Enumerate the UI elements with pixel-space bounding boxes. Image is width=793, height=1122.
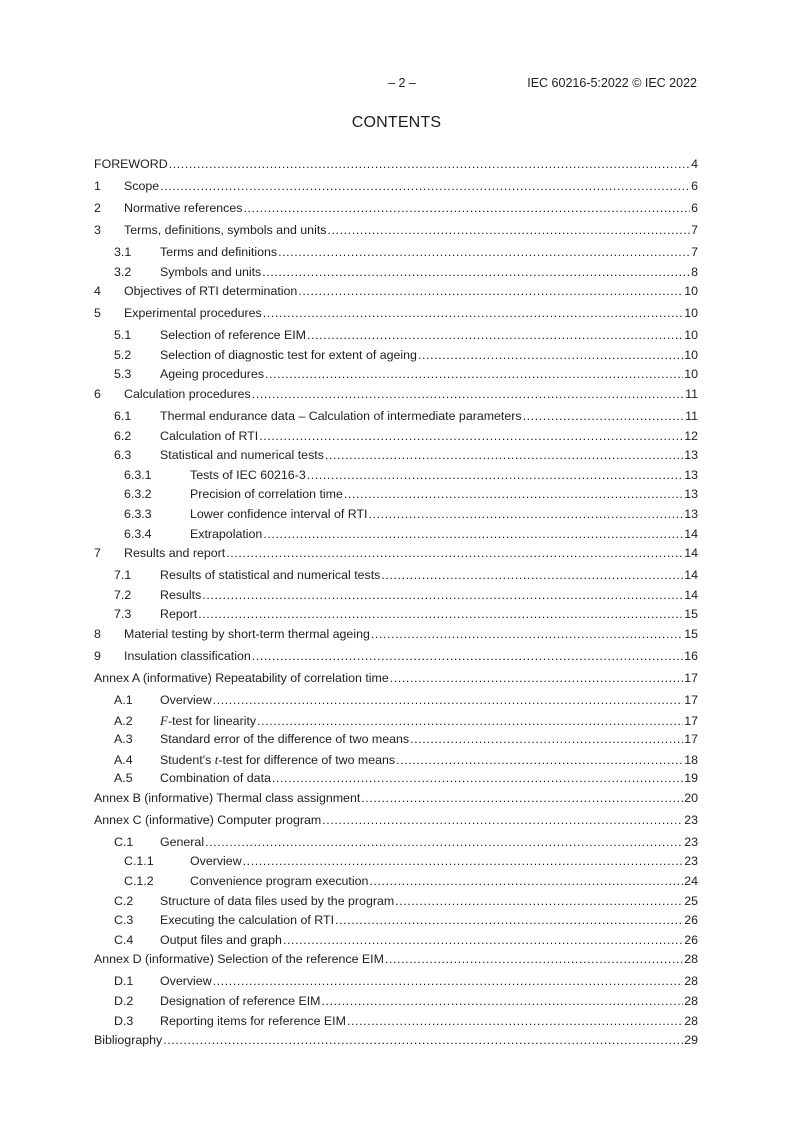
toc-entry-number: 6 <box>94 386 101 401</box>
toc-entry-page: 23 <box>684 812 698 827</box>
title-text: Terms, definitions, symbols and units <box>124 223 327 237</box>
toc-entry-number: 5.3 <box>114 367 132 382</box>
toc-entry[interactable] <box>94 835 698 855</box>
toc-entry-title <box>124 387 251 401</box>
toc-entry-number: C.1.2 <box>124 874 154 889</box>
dot-leader <box>226 546 683 560</box>
toc-entry-title <box>160 265 261 279</box>
title-text: Annex D (informative) Selection of the reference EIM <box>94 952 384 967</box>
dot-leader <box>298 284 683 298</box>
toc-entry-title <box>160 994 320 1008</box>
title-text: Designation of reference EIM <box>160 994 321 1009</box>
dot-leader <box>257 714 683 728</box>
toc-entry-title <box>160 693 212 707</box>
dot-leader <box>252 649 683 663</box>
dot-leader <box>243 854 684 868</box>
title-text: Selection of diagnostic test for extent of ageing <box>160 347 417 362</box>
toc-entry-page: 17 <box>684 670 698 685</box>
toc-entry-title <box>160 732 409 746</box>
toc-entry-title <box>124 284 297 298</box>
toc-entry[interactable] <box>94 713 698 733</box>
toc-entry-title <box>160 752 395 768</box>
toc-entry-number: D.2 <box>114 994 134 1009</box>
toc-entry-title <box>160 913 334 927</box>
toc-entry[interactable] <box>94 994 698 1014</box>
title-text: Results <box>160 587 202 602</box>
dot-leader <box>198 607 683 621</box>
title-text: Convenience program execution <box>190 874 369 889</box>
title-text: Results and report <box>124 546 226 561</box>
toc-entry-number: 6.3 <box>114 448 132 463</box>
toc-entry-title <box>124 223 326 237</box>
toc-entry-number: D.1 <box>114 974 134 989</box>
title-text: Calculation procedures <box>124 386 251 401</box>
dot-leader <box>395 894 683 908</box>
toc-entry-number: C.1 <box>114 834 134 849</box>
toc-entry-page: 13 <box>684 448 698 463</box>
dot-leader <box>381 568 683 582</box>
toc-entry-page: 23 <box>684 834 698 849</box>
toc-entry-title <box>94 671 389 685</box>
toc-entry-title <box>160 409 522 423</box>
toc-entry-title <box>160 894 394 908</box>
dot-leader <box>368 507 683 521</box>
toc-entry[interactable] <box>94 429 698 449</box>
toc-entry-page: 8 <box>691 264 698 279</box>
toc-entry-number: 3 <box>94 223 101 237</box>
dot-leader <box>418 348 683 362</box>
toc-entry[interactable] <box>94 854 698 874</box>
toc-entry-title <box>160 448 324 462</box>
title-text: Terms and definitions <box>160 245 278 259</box>
title-text: Experimental procedures <box>124 306 262 321</box>
toc-entry-number: A.4 <box>114 752 133 767</box>
title-text: Tests of IEC 60216-3 <box>190 467 306 482</box>
title-text: Ageing procedures <box>160 367 265 382</box>
dot-leader <box>262 265 690 279</box>
italic-symbol: t <box>214 751 219 767</box>
title-text: Reporting items for reference EIM <box>160 1013 346 1028</box>
page-number: – 2 – <box>388 76 416 90</box>
title-text: Objectives of RTI determination <box>124 284 298 299</box>
toc-entry-number: 6.3.2 <box>124 487 152 502</box>
dot-leader <box>396 753 683 767</box>
toc-entry-title <box>124 306 262 320</box>
title-text: Output files and graph <box>160 932 282 947</box>
toc-entry[interactable] <box>94 546 698 568</box>
toc-entry-page: 10 <box>684 284 698 299</box>
dot-leader <box>327 223 690 237</box>
dot-leader <box>169 157 690 171</box>
toc-entry[interactable] <box>94 409 698 429</box>
toc-entry-title <box>160 367 264 381</box>
toc-entry-number: 4 <box>94 284 101 299</box>
toc-entry-page: 20 <box>684 790 698 805</box>
toc-entry-page: 19 <box>684 771 698 786</box>
toc-entry-number: 3.1 <box>114 245 132 259</box>
toc-entry[interactable] <box>94 1033 698 1055</box>
title-text: Bibliography <box>94 1033 163 1048</box>
toc-entry[interactable] <box>94 179 698 201</box>
title-text: -test for linearity <box>167 713 257 728</box>
toc-entry-title <box>190 527 262 541</box>
toc-entry-title <box>160 588 201 602</box>
toc-entry-number: C.4 <box>114 932 134 947</box>
toc-entry-number: 9 <box>94 648 101 663</box>
toc-entry-page: 25 <box>684 893 698 908</box>
toc-entry[interactable] <box>94 507 698 527</box>
dot-leader <box>307 328 683 342</box>
dot-leader <box>205 835 683 849</box>
toc-entry-page: 18 <box>684 752 698 767</box>
title-text: Extrapolation <box>190 526 263 541</box>
toc-entry-number: A.5 <box>114 771 133 786</box>
toc-entry-page: 28 <box>684 1013 698 1028</box>
dot-leader <box>263 527 683 541</box>
toc-entry-title <box>190 507 367 521</box>
toc-entry-page: 4 <box>691 157 698 171</box>
toc-entry-page: 23 <box>684 854 698 869</box>
dot-leader <box>371 627 683 641</box>
toc-entry-number: 7 <box>94 546 101 561</box>
toc-entry[interactable] <box>94 649 698 671</box>
toc-entry-title <box>190 468 306 482</box>
toc-entry-number: 2 <box>94 201 101 215</box>
dot-leader <box>385 952 683 966</box>
toc-entry-title <box>94 791 360 805</box>
dot-leader <box>523 409 685 423</box>
toc-entry-page: 28 <box>684 994 698 1009</box>
page-title: CONTENTS <box>351 114 442 131</box>
toc-entry-number: 5.1 <box>114 328 132 343</box>
title-text: General <box>160 834 205 849</box>
title-text: Combination of data <box>160 771 271 786</box>
toc-entry-page: 12 <box>684 428 698 443</box>
toc-entry[interactable] <box>94 306 698 328</box>
toc-entry-number: 6.3.1 <box>124 467 152 482</box>
toc-entry-title <box>160 713 256 729</box>
toc-entry-number: A.3 <box>114 732 133 747</box>
toc-entry[interactable] <box>94 671 698 693</box>
toc-entry-title <box>160 771 271 785</box>
title-text: Scope <box>124 179 160 193</box>
dot-leader <box>272 771 683 785</box>
toc-entry[interactable] <box>94 771 698 791</box>
toc-entry[interactable] <box>94 367 698 387</box>
toc-entry-title <box>160 835 204 849</box>
dot-leader <box>263 306 683 320</box>
title-text: Overview <box>160 692 212 707</box>
toc-entry-number: C.2 <box>114 893 134 908</box>
toc-entry-page: 15 <box>684 607 698 622</box>
toc-entry[interactable] <box>94 328 698 348</box>
toc-entry-number: 6.3.3 <box>124 506 152 521</box>
title-text: Lower confidence interval of RTI <box>190 506 368 521</box>
toc-entry-number: 6.1 <box>114 408 132 423</box>
toc-entry-number: 3.2 <box>114 264 132 279</box>
toc-entry-number: A.1 <box>114 692 133 707</box>
italic-symbol: F <box>160 712 168 728</box>
toc-entry-number: D.3 <box>114 1013 134 1028</box>
toc-entry-title <box>124 179 159 193</box>
toc-entry-page: 6 <box>691 201 698 215</box>
dot-leader <box>213 693 684 707</box>
toc-entry[interactable] <box>94 265 698 285</box>
toc-entry-title <box>160 568 380 582</box>
dot-leader <box>163 1033 683 1047</box>
title-text: Precision of correlation time <box>190 487 343 502</box>
toc-entry-page: 10 <box>684 306 698 321</box>
toc-entry-title <box>94 157 168 171</box>
toc-entry-title <box>160 933 282 947</box>
toc-entry-page: 13 <box>684 506 698 521</box>
title-text: Annex C (informative) Computer program <box>94 812 322 827</box>
dot-leader <box>265 367 683 381</box>
toc-entry-title <box>160 348 417 362</box>
toc-entry[interactable] <box>94 894 698 914</box>
toc-entry-title <box>94 1033 162 1047</box>
toc-entry-title <box>160 607 197 621</box>
toc-entry-page: 24 <box>684 874 698 889</box>
toc-entry-title <box>160 974 212 988</box>
toc-entry-page: 6 <box>691 179 698 193</box>
toc-entry-title <box>190 854 242 868</box>
title-text: Structure of data files used by the program <box>160 893 395 908</box>
toc-entry-title <box>124 627 370 641</box>
toc-entry-page: 29 <box>684 1033 698 1048</box>
dot-leader <box>321 994 683 1008</box>
title-text: Calculation of RTI <box>160 428 259 443</box>
dot-leader <box>278 245 690 259</box>
toc-entry-page: 17 <box>684 713 698 728</box>
toc-entry-page: 10 <box>684 328 698 343</box>
toc-entry-page: 13 <box>684 467 698 482</box>
title-text: Annex A (informative) Repeatability of correlation time <box>94 670 389 685</box>
toc-entry-page: 28 <box>684 952 698 967</box>
toc-entry[interactable] <box>94 387 698 409</box>
toc-entry-page: 17 <box>684 732 698 747</box>
dot-leader <box>202 588 683 602</box>
toc-entry[interactable] <box>94 568 698 588</box>
toc-entry[interactable] <box>94 874 698 894</box>
toc-entry-page: 14 <box>684 526 698 541</box>
toc-entry[interactable] <box>94 201 698 223</box>
toc-entry-number: 6.2 <box>114 428 132 443</box>
toc-entry[interactable] <box>94 157 698 179</box>
toc-entry-title <box>94 813 321 827</box>
toc-entry[interactable] <box>94 348 698 368</box>
title-text: Selection of reference EIM <box>160 328 307 343</box>
toc-entry-number: A.2 <box>114 713 133 728</box>
dot-leader <box>252 387 684 401</box>
toc-entry-number: 5.2 <box>114 347 132 362</box>
toc-entry[interactable] <box>94 813 698 835</box>
toc-entry-title <box>160 1014 346 1028</box>
toc-entry[interactable] <box>94 1014 698 1034</box>
toc-entry-title <box>124 546 225 560</box>
toc-entry-page: 14 <box>684 568 698 583</box>
dot-leader <box>307 468 683 482</box>
dot-leader <box>283 933 683 947</box>
toc-entry[interactable] <box>94 913 698 933</box>
toc-entry[interactable] <box>94 468 698 488</box>
title-text: Student's <box>160 752 215 767</box>
toc-entry-title <box>160 245 277 259</box>
toc-entry[interactable] <box>94 752 698 772</box>
toc-entry-number: 7.3 <box>114 607 132 622</box>
title-text: Material testing by short-term thermal ageing <box>124 626 370 641</box>
toc-entry-page: 15 <box>684 626 698 641</box>
dot-leader <box>344 487 683 501</box>
toc-entry[interactable] <box>94 732 698 752</box>
toc-entry-page: 11 <box>685 408 698 423</box>
toc-entry[interactable] <box>94 588 698 608</box>
toc-entry[interactable] <box>94 933 698 953</box>
dot-leader <box>335 913 683 927</box>
toc-entry[interactable] <box>94 627 698 649</box>
toc-entry[interactable] <box>94 693 698 713</box>
toc-entry[interactable] <box>94 791 698 813</box>
toc-entry-title <box>190 487 343 501</box>
toc-entry[interactable] <box>94 223 698 245</box>
dot-leader <box>361 791 683 805</box>
toc-entry-page: 26 <box>684 913 698 928</box>
toc-entry[interactable] <box>94 487 698 507</box>
dot-leader <box>259 429 683 443</box>
title-text: Statistical and numerical tests <box>160 448 324 463</box>
toc-entry-page: 7 <box>691 223 698 237</box>
toc-entry[interactable] <box>94 284 698 306</box>
title-text: Insulation classification <box>124 648 251 663</box>
toc-entry[interactable] <box>94 527 698 547</box>
toc-entry-title <box>124 649 251 663</box>
title-text: FOREWORD <box>94 157 168 171</box>
toc-entry-page: 14 <box>684 546 698 561</box>
dot-leader <box>369 874 683 888</box>
toc-entry-number: 6.3.4 <box>124 526 152 541</box>
toc-entry-page: 10 <box>684 347 698 362</box>
toc-entry-page: 26 <box>684 932 698 947</box>
title-text: Executing the calculation of RTI <box>160 913 335 928</box>
toc-entry-page: 10 <box>684 367 698 382</box>
toc-entry[interactable] <box>94 952 698 974</box>
toc-entry[interactable] <box>94 974 698 994</box>
toc-entry[interactable] <box>94 245 698 265</box>
toc-entry-page: 28 <box>684 974 698 989</box>
toc-entry-number: 7.1 <box>114 568 132 583</box>
table-of-contents <box>94 157 698 1055</box>
toc-entry-title <box>160 429 258 443</box>
dot-leader <box>390 671 683 685</box>
toc-entry-page: 13 <box>684 487 698 502</box>
title-text: Annex B (informative) Thermal class assignment <box>94 790 361 805</box>
document-id: IEC 60216-5:2022 © IEC 2022 <box>527 76 697 90</box>
title-text: Symbols and units <box>160 264 262 279</box>
toc-entry-page: 16 <box>684 648 698 663</box>
title-text: Normative references <box>124 201 243 215</box>
toc-entry-page: 14 <box>684 587 698 602</box>
toc-entry-page: 7 <box>691 245 698 259</box>
dot-leader <box>325 448 683 462</box>
toc-entry-number: C.1.1 <box>124 854 154 869</box>
title-text: Standard error of the difference of two means <box>160 732 410 747</box>
toc-entry[interactable] <box>94 448 698 468</box>
dot-leader <box>347 1014 683 1028</box>
toc-entry-title <box>190 874 368 888</box>
dot-leader <box>243 201 690 215</box>
toc-entry-number: 7.2 <box>114 587 132 602</box>
toc-entry-number: 8 <box>94 626 101 641</box>
toc-entry-title <box>94 952 384 966</box>
dot-leader <box>213 974 684 988</box>
title-text: Results of statistical and numerical tests <box>160 568 381 583</box>
toc-entry-number: 1 <box>94 179 101 193</box>
dot-leader <box>322 813 683 827</box>
title-text: Report <box>160 607 198 622</box>
toc-entry-page: 11 <box>685 386 698 401</box>
title-text: Thermal endurance data – Calculation of intermediate parameters <box>160 408 522 423</box>
dot-leader <box>410 732 683 746</box>
dot-leader <box>160 179 690 193</box>
title-text: Overview <box>190 854 242 869</box>
toc-entry-title <box>160 328 306 342</box>
toc-entry-number: 5 <box>94 306 101 321</box>
toc-entry-page: 17 <box>684 692 698 707</box>
title-text: -test for difference of two means <box>218 752 396 767</box>
toc-entry-title <box>124 201 242 215</box>
toc-entry[interactable] <box>94 607 698 627</box>
toc-entry-number: C.3 <box>114 913 134 928</box>
title-text: Overview <box>160 974 212 989</box>
